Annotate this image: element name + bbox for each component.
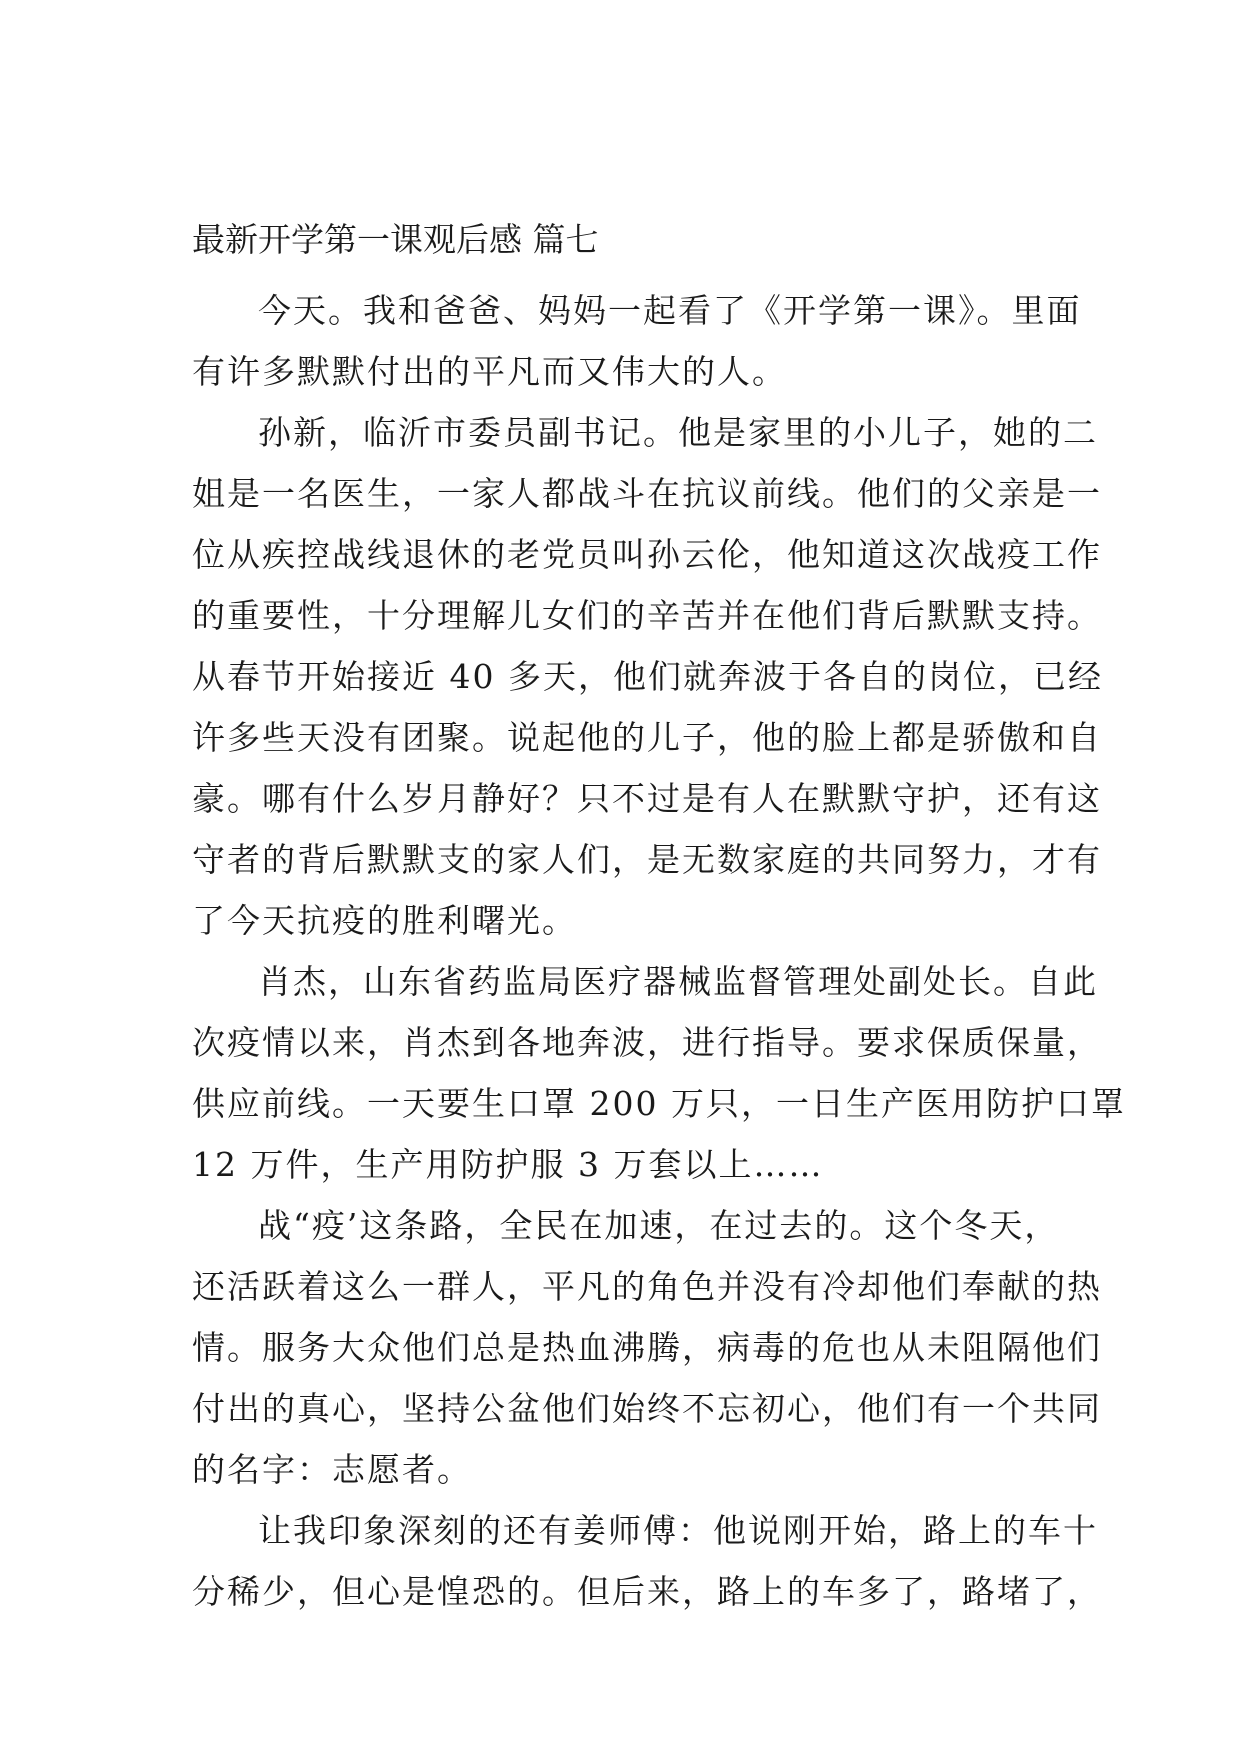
text-line: 许多些天没有团聚。说起他的儿子，他的脸上都是骄傲和自 (192, 718, 1102, 757)
text-line: 有许多默默付出的平凡而又伟大的人。 (192, 352, 787, 391)
text-line: 次疫情以来，肖杰到各地奔波，进行指导。要求保质保量， (192, 1023, 1102, 1062)
text-line: 了今天抗疫的胜利曙光。 (192, 901, 577, 940)
text-line: 姐是一名医生，一家人都战斗在抗议前线。他们的父亲是一 (192, 474, 1102, 513)
text-line: 守者的背后默默支的家人们，是无数家庭的共同努力，才有 (192, 840, 1102, 879)
text-line: 12 万件，生产用防护服 3 万套以上…… (192, 1145, 824, 1184)
text-line: 还活跃着这么一群人，平凡的角色并没有冷却他们奉献的热 (192, 1267, 1102, 1306)
text-line: 供应前线。一天要生口罩 200 万只，一日生产医用防护口罩 (192, 1084, 1126, 1123)
text-line: 让我印象深刻的还有姜师傅：他说刚开始，路上的车十 (258, 1511, 1098, 1550)
text-line: 的名字：志愿者。 (192, 1450, 472, 1489)
text-line: 从春节开始接近 40 多天，他们就奔波于各自的岗位，已经 (192, 657, 1103, 696)
text-line: 位从疾控战线退休的老党员叫孙云伦，他知道这次战疫工作 (192, 535, 1102, 574)
document-body (192, 280, 1126, 1622)
text-line: 情。服务大众他们总是热血沸腾，病毒的危也从未阻隔他们 (192, 1328, 1102, 1367)
text-line: 付出的真心，坚持公盆他们始终不忘初心，他们有一个共同 (192, 1389, 1102, 1428)
text-line: 分稀少，但心是惶恐的。但后来，路上的车多了，路堵了， (192, 1572, 1102, 1611)
text-line: 的重要性，十分理解儿女们的辛苦并在他们背后默默支持。 (192, 596, 1102, 635)
text-line: 今天。我和爸爸、妈妈一起看了《开学第一课》。里面 (258, 291, 1082, 330)
text-line: 孙新，临沂市委员副书记。他是家里的小儿子，她的二 (258, 413, 1098, 452)
document-title: 最新开学第一课观后感 篇七 (192, 220, 599, 259)
text-line: 战“疫’这条路，全民在加速，在过去的。这个冬天， (258, 1206, 1060, 1245)
text-line: 豪。哪有什么岁月静好？只不过是有人在默默守护，还有这 (192, 779, 1102, 818)
text-line: 肖杰，山东省药监局医疗器械监督管理处副处长。自此 (258, 962, 1098, 1001)
